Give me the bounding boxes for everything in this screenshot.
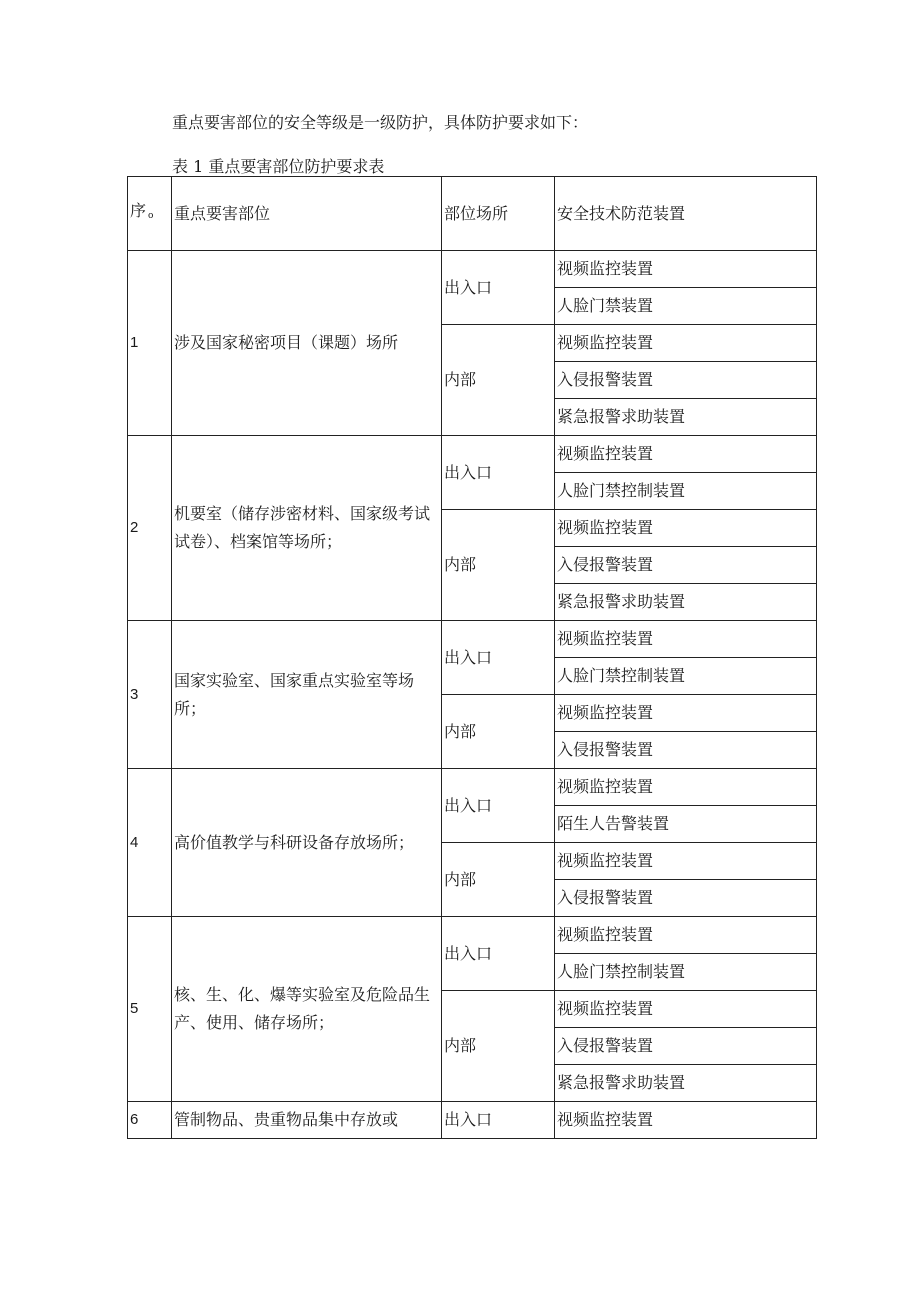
place-cell: 内部 (442, 843, 555, 917)
row-number: 6 (128, 1102, 172, 1139)
device-cell: 人脸门禁控制装置 (555, 954, 817, 991)
device-cell: 视频监控装置 (555, 769, 817, 806)
table-row (128, 621, 817, 658)
device-cell: 紧急报警求助装置 (555, 584, 817, 621)
header-area: 重点要害部位 (172, 177, 442, 251)
device-cell: 视频监控装置 (555, 251, 817, 288)
place-cell: 内部 (442, 695, 555, 769)
place-cell: 出入口 (442, 917, 555, 991)
area-cell: 国家实验室、国家重点实验室等场所； (172, 621, 442, 769)
area-cell: 涉及国家秘密项目（课题）场所 (172, 251, 442, 436)
table-row (128, 1102, 817, 1139)
device-cell: 视频监控装置 (555, 843, 817, 880)
device-cell: 入侵报警装置 (555, 362, 817, 399)
device-cell: 入侵报警装置 (555, 732, 817, 769)
protection-requirements-table (127, 176, 817, 1139)
table-row (128, 769, 817, 806)
header-seq (128, 177, 172, 251)
device-cell: 视频监控装置 (555, 510, 817, 547)
device-cell: 入侵报警装置 (555, 1028, 817, 1065)
device-cell: 人脸门禁控制装置 (555, 658, 817, 695)
device-cell: 视频监控装置 (555, 695, 817, 732)
place-cell: 出入口 (442, 769, 555, 843)
place-cell: 内部 (442, 325, 555, 436)
row-number: 4 (128, 769, 172, 917)
device-cell: 入侵报警装置 (555, 880, 817, 917)
header-seq-suffix: o (148, 211, 154, 221)
area-cell: 核、生、化、爆等实验室及危险品生产、使用、储存场所； (172, 917, 442, 1102)
place-cell: 出入口 (442, 251, 555, 325)
row-number: 5 (128, 917, 172, 1102)
device-cell: 视频监控装置 (555, 436, 817, 473)
intro-paragraph: 重点要害部位的安全等级是一级防护，具体防护要求如下： (172, 113, 589, 132)
device-cell: 紧急报警求助装置 (555, 399, 817, 436)
device-cell: 视频监控装置 (555, 325, 817, 362)
device-cell: 紧急报警求助装置 (555, 1065, 817, 1102)
table-row (128, 436, 817, 473)
row-number: 1 (128, 251, 172, 436)
place-cell: 内部 (442, 510, 555, 621)
device-cell: 视频监控装置 (555, 1102, 817, 1139)
table-row (128, 251, 817, 288)
table-header-row (128, 177, 817, 251)
device-cell: 人脸门禁装置 (555, 288, 817, 325)
row-number: 3 (128, 621, 172, 769)
area-cell: 机要室（储存涉密材料、国家级考试试卷）、档案馆等场所； (172, 436, 442, 621)
device-cell: 视频监控装置 (555, 917, 817, 954)
place-cell: 出入口 (442, 1102, 555, 1139)
place-cell: 内部 (442, 991, 555, 1102)
place-cell: 出入口 (442, 436, 555, 510)
header-place: 部位场所 (442, 177, 555, 251)
header-device: 安全技术防范装置 (555, 177, 817, 251)
row-number: 2 (128, 436, 172, 621)
device-cell: 陌生人告警装置 (555, 806, 817, 843)
area-cell: 高价值教学与科研设备存放场所； (172, 769, 442, 917)
place-cell: 出入口 (442, 621, 555, 695)
header-seq-label: 序 (130, 201, 147, 220)
table-row (128, 917, 817, 954)
device-cell: 视频监控装置 (555, 621, 817, 658)
device-cell: 人脸门禁控制装置 (555, 473, 817, 510)
area-cell: 管制物品、贵重物品集中存放或 (172, 1102, 442, 1139)
device-cell: 视频监控装置 (555, 991, 817, 1028)
table-caption: 表 1 重点要害部位防护要求表 (172, 157, 385, 176)
device-cell: 入侵报警装置 (555, 547, 817, 584)
